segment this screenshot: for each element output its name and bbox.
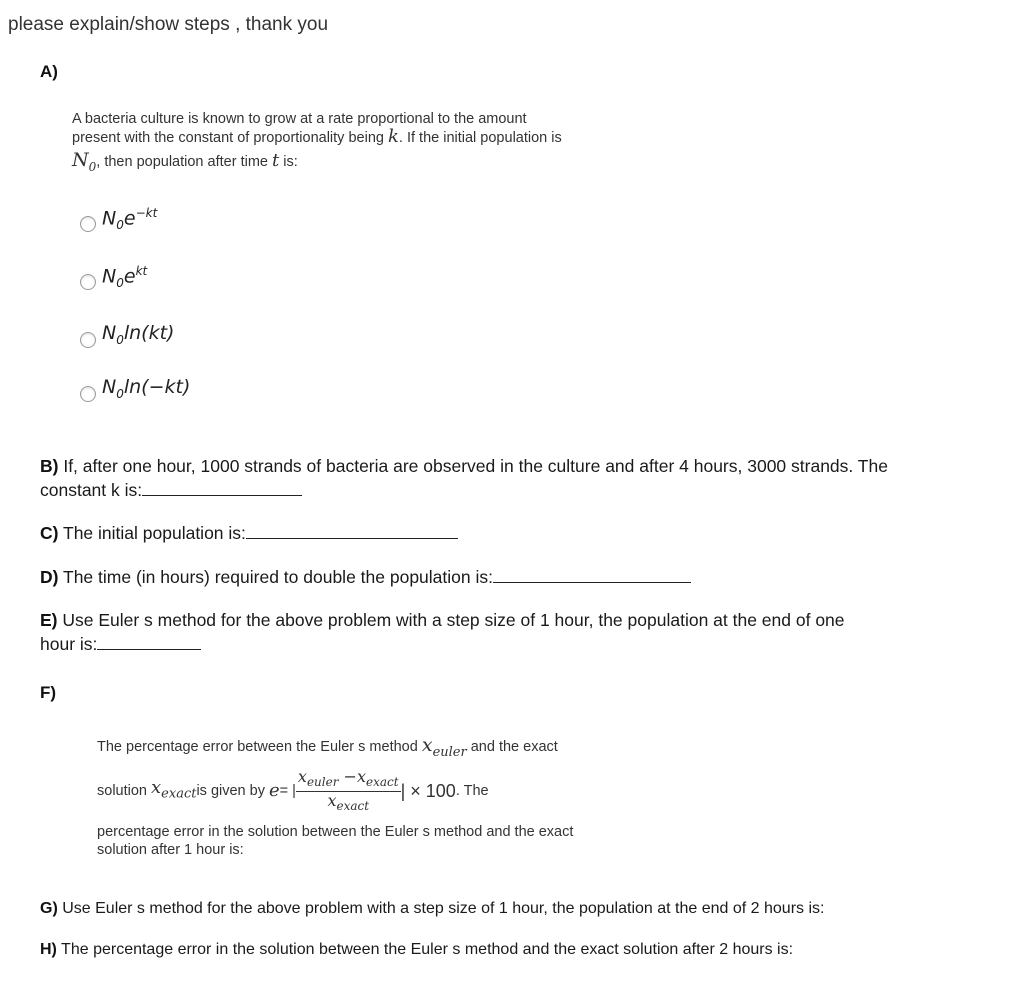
option-1-formula: $N_0e^{-kt}$ (102, 206, 158, 233)
part-a-intro-line1: A bacteria culture is known to grow at a rate proportional to the amount (72, 111, 527, 127)
part-d-label: D) (40, 567, 59, 587)
radio-button[interactable] (80, 216, 96, 232)
part-e-line1: Use Euler s method for the above problem with a step size of 1 hour, the population at the end of one (57, 610, 845, 630)
part-d-text: The time (in hours) required to double the population is: (58, 567, 493, 587)
part-g (40, 897, 824, 921)
part-a-intro-line2: present with the constant of proportionality being k. If the initial population is (72, 126, 562, 147)
radio-button[interactable] (80, 386, 96, 402)
option-4-formula: $N_0\ln(-kt)$ (102, 376, 191, 401)
option-2[interactable] (80, 264, 147, 290)
answer-blank-b[interactable] (142, 481, 302, 496)
part-e-line2: hour is: (40, 634, 98, 654)
part-a-intro (72, 110, 672, 176)
var-x-euler: $x_{euler}$ (421, 734, 467, 760)
part-f-line2: solution $x_{exact}$ is given by e = | $\frac{x_{euler} -x_{exact}}{x_{exact}}$ | × 100 . The (97, 766, 489, 814)
part-a-label: A) (40, 62, 58, 81)
answer-blank-c[interactable] (246, 524, 458, 539)
var-N0: $N_0$ (72, 149, 97, 174)
part-b-line1: If, after one hour, 1000 strands of bacteria are observed in the culture and after 4 hours, 3000 strands. The (58, 456, 888, 476)
part-f-line1: The percentage error between the Euler s method $x_{euler}$ and the exact (97, 734, 558, 760)
part-a-intro-line3: $N_0$, then population after time t is: (72, 149, 298, 174)
option-4[interactable] (80, 376, 190, 402)
radio-button[interactable] (80, 332, 96, 348)
option-3-formula: $N_0\ln(kt)$ (102, 322, 175, 347)
part-b-label: B) (40, 456, 59, 476)
part-h (40, 938, 793, 962)
part-f-label: F) (40, 683, 57, 702)
part-h-label: H) (40, 941, 57, 958)
part-h-text: The percentage error in the solution between the Euler s method and the exact solution after 2 hours is: (56, 941, 794, 958)
option-3[interactable] (80, 322, 174, 348)
error-fraction: $\frac{x_{euler} -x_{exact}}{x_{exact}}$ (297, 766, 399, 814)
part-e (40, 608, 1020, 656)
part-f-body (97, 736, 737, 859)
part-b (40, 454, 1010, 502)
option-1[interactable] (80, 206, 157, 232)
part-g-text: Use Euler s method for the above problem with a step size of 1 hour, the population at the end of 2 hours is: (57, 900, 825, 917)
part-b-line2: constant k is: (40, 480, 143, 500)
request-text: please explain/show steps , thank you (8, 14, 329, 35)
var-x-exact: $x_{exact}$ (151, 777, 197, 802)
part-d (40, 565, 691, 589)
part-f-line3: percentage error in the solution between the Euler s method and the exact (97, 824, 574, 841)
part-c (40, 521, 458, 545)
part-c-label: C) (40, 523, 59, 543)
radio-button[interactable] (80, 274, 96, 290)
part-f-line4: solution after 1 hour is: (97, 842, 244, 859)
answer-blank-d[interactable] (493, 568, 691, 583)
part-e-label: E) (40, 610, 58, 630)
answer-blank-e[interactable] (97, 635, 201, 650)
var-t: t (272, 150, 280, 171)
var-e: e (269, 780, 280, 802)
part-g-label: G) (40, 900, 58, 917)
var-k: k (387, 126, 399, 147)
option-2-formula: $N_0e^{kt}$ (102, 264, 148, 291)
part-c-text: The initial population is: (58, 523, 246, 543)
